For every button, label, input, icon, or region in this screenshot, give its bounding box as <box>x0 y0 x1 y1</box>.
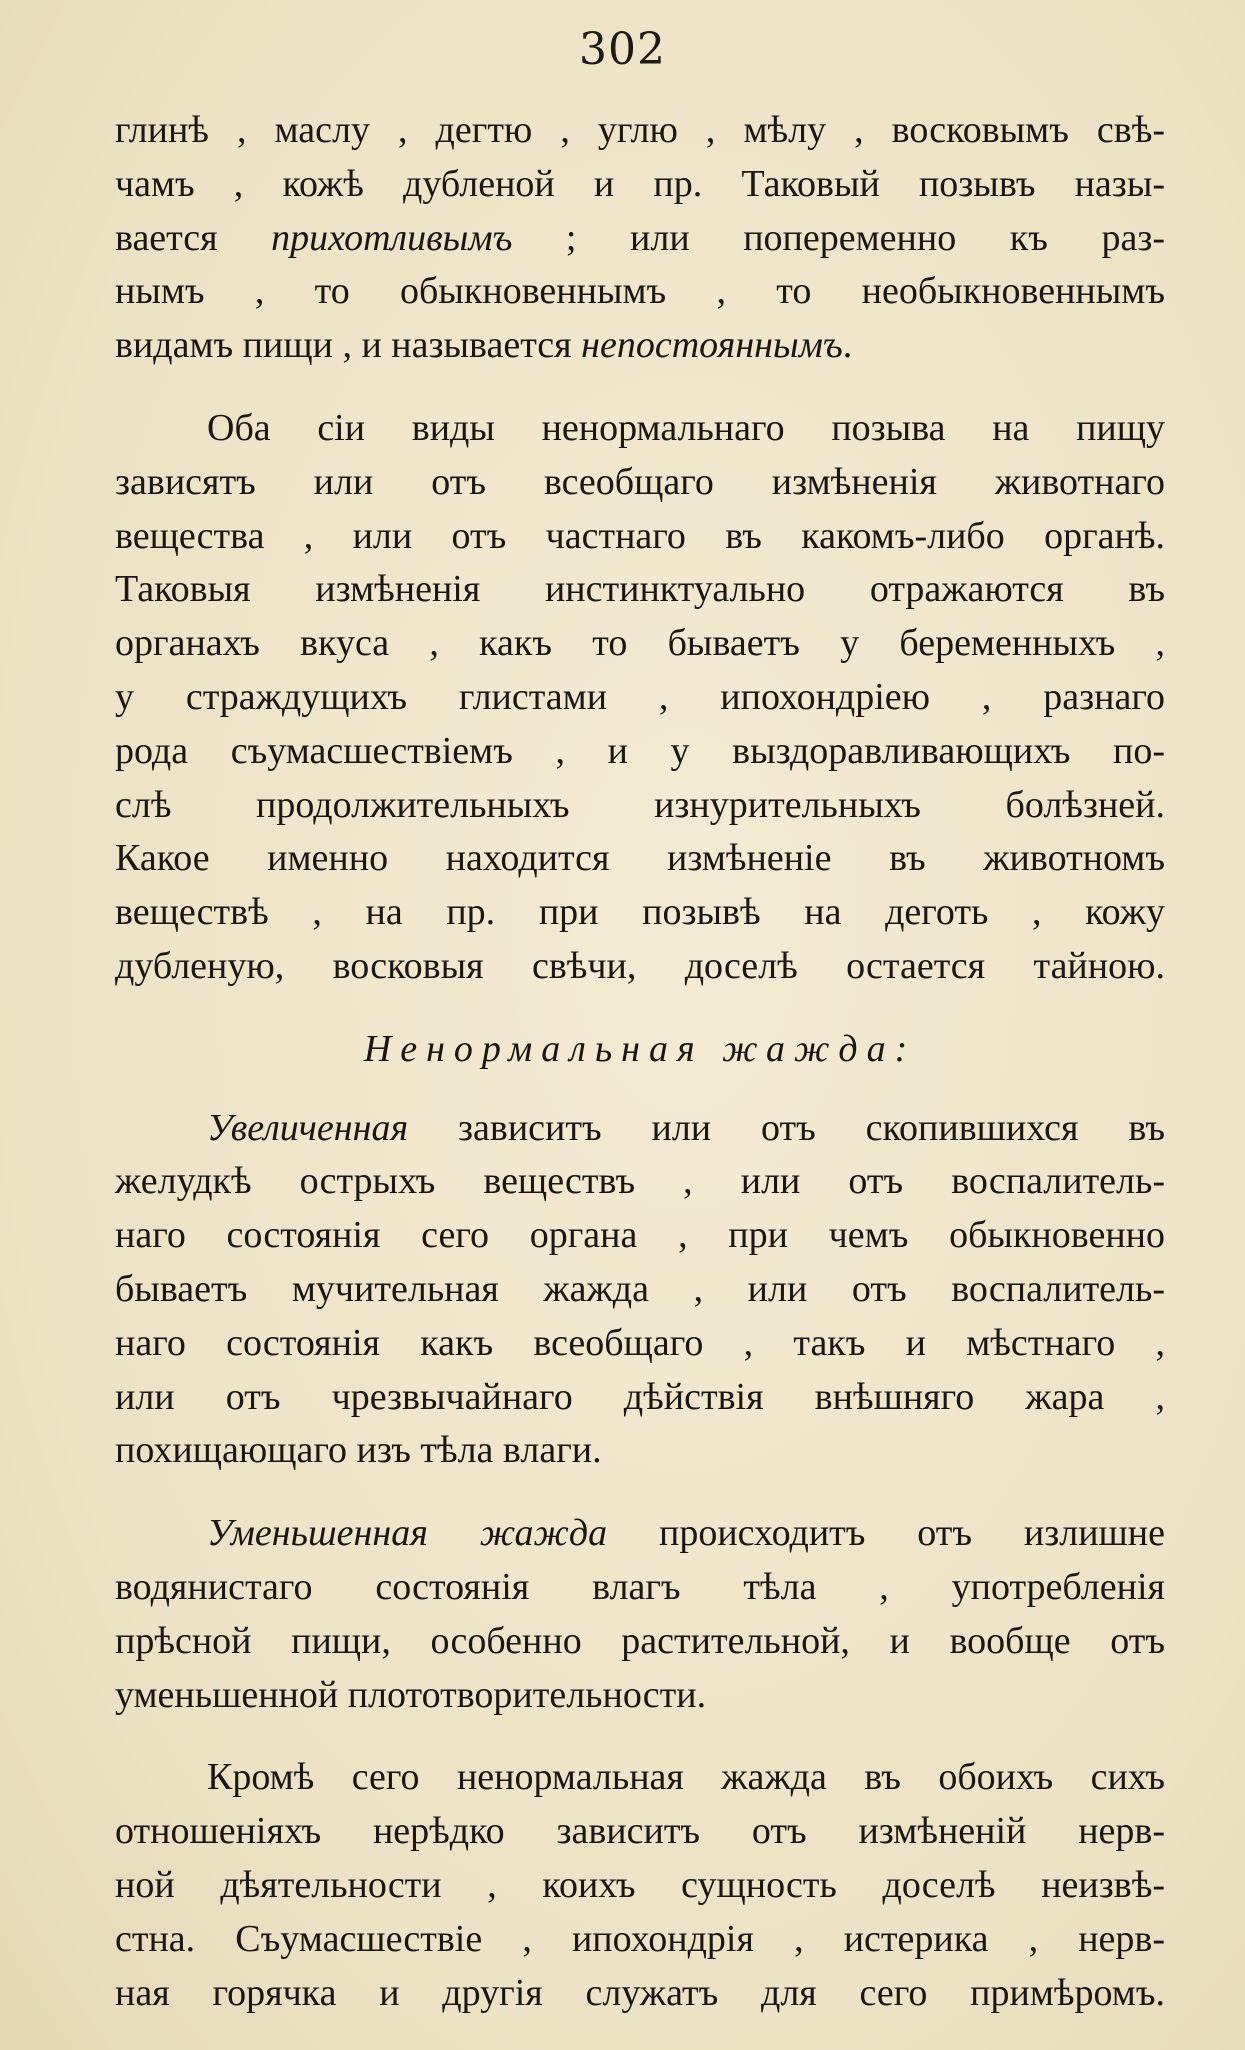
text-line: похищающаго изъ тѣла влаги. <box>115 1429 602 1472</box>
text-line: Уменьшенная жажда происходитъ отъ излишне <box>207 1512 1165 1555</box>
paragraph-5 <box>115 1751 1165 2020</box>
text-line: вается прихотливымъ ; или попеременно къ раз- <box>115 216 1166 259</box>
text-line: рода съумасшествіемъ , и у выздоравливающихъ по- <box>115 729 1165 772</box>
paragraph-3 <box>115 1102 1165 1479</box>
text-line: веществѣ , на пр. при позывѣ на деготь , кожу <box>115 891 1165 934</box>
text-line: видамъ пищи , и называется непостояннымъ. <box>115 324 853 367</box>
italic-term: прихотливымъ <box>271 216 513 259</box>
text-line: зависятъ или отъ всеобщаго измѣненія животнаго <box>115 460 1165 503</box>
section-heading: Ненормальная жажда: <box>363 1027 917 1070</box>
text-line: глинѣ , маслу , дегтю , углю , мѣлу , восковымъ свѣ- <box>115 109 1165 151</box>
text-line: дубленую, восковыя свѣчи, доселѣ остается тайною. <box>115 944 1165 987</box>
text-line: чамъ , кожѣ дубленой и пр. Таковый позывъ назы- <box>115 162 1165 205</box>
body-text <box>115 104 1165 2049</box>
text-line: бываетъ мучительная жажда , или отъ воспалитель- <box>115 1267 1165 1310</box>
text-line: Оба сіи виды ненормальнаго позыва на пищу <box>207 406 1165 449</box>
paragraph-2 <box>115 402 1165 994</box>
text-line: у страждущихъ глистами , ипохондріею , разнаго <box>115 675 1165 718</box>
italic-term: Уменьшенная жажда <box>207 1512 608 1555</box>
page-number: 302 <box>579 24 666 75</box>
text-line: ной дѣятельности , коихъ сущность доселѣ неизвѣ- <box>115 1863 1165 1906</box>
text-line: или отъ чрезвычайнаго дѣйствія внѣшняго жара , <box>115 1375 1165 1418</box>
text-line: желудкѣ острыхъ веществъ , или отъ воспалитель- <box>115 1160 1165 1203</box>
paragraph-4 <box>115 1507 1165 1722</box>
text-line: Какое именно находится измѣненіе въ животномъ <box>115 837 1165 880</box>
paragraph-1 <box>115 104 1165 373</box>
text-line: прѣсной пищи, особенно растительной, и вообще отъ <box>115 1619 1165 1662</box>
italic-term: Увеличенная <box>207 1106 409 1149</box>
text-line: слѣ продолжительныхъ изнурительныхъ болѣзней. <box>115 783 1165 826</box>
text-line: наго состоянія сего органа , при чемъ обыкновенно <box>115 1214 1165 1257</box>
text-line: вещества , или отъ частнаго въ какомъ-либо органѣ. <box>115 514 1165 557</box>
italic-term: непостояннымъ <box>581 324 843 367</box>
text-line: Таковыя измѣненія инстинктуально отражаются въ <box>115 568 1165 611</box>
text-line: Увеличенная зависитъ или отъ скопившихся въ <box>207 1106 1165 1149</box>
text-line: ная горячка и другія служатъ для сего примѣромъ. <box>115 1971 1165 2014</box>
text-line: уменьшенной плототворительности. <box>115 1673 707 1716</box>
text-line: Кромѣ сего ненормальная жажда въ обоихъ сихъ <box>207 1756 1165 1799</box>
text-line: стна. Съумасшествіе , ипохондрія , истерика , нерв- <box>115 1917 1165 1960</box>
text-line: органахъ вкуса , какъ то бываетъ у беременныхъ , <box>115 622 1165 665</box>
text-line: водянистаго состоянія влагъ тѣла , употребленія <box>115 1565 1165 1608</box>
text-line: отношеніяхъ нерѣдко зависитъ отъ измѣненій нерв- <box>115 1810 1165 1853</box>
text-line: нымъ , то обыкновеннымъ , то необыкновеннымъ <box>115 270 1165 313</box>
text-line: наго состоянія какъ всеобщаго , такъ и мѣстнаго , <box>115 1321 1165 1364</box>
